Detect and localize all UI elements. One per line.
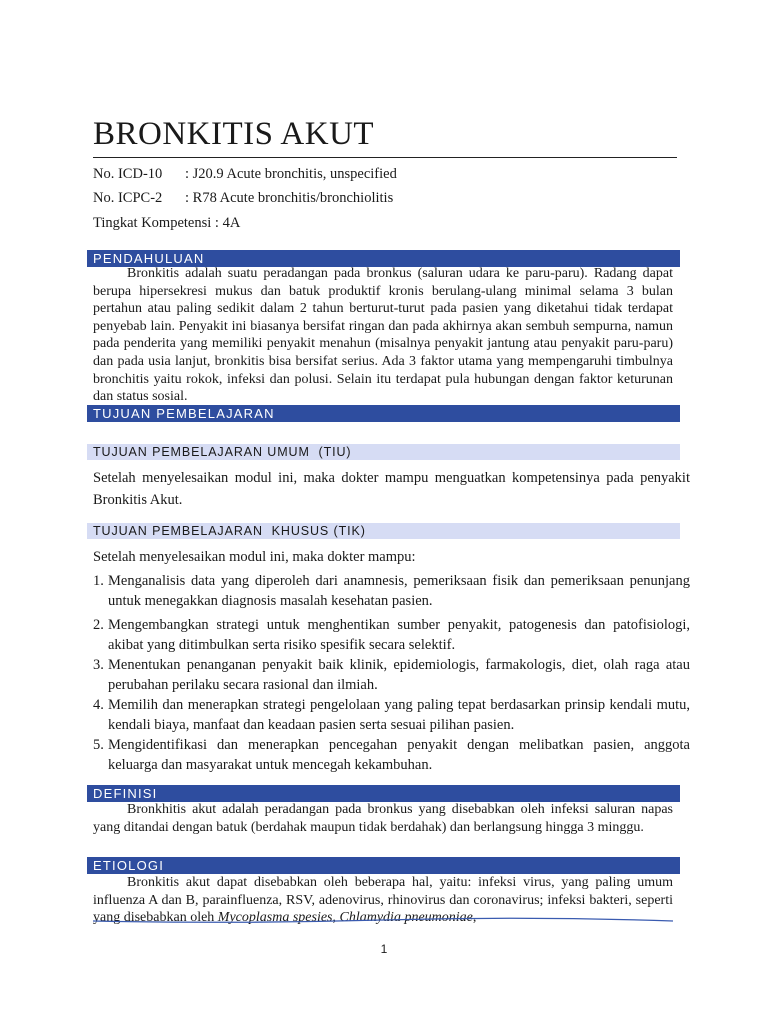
- tiu-paragraph: Setelah menyelesaikan modul ini, maka dokter mampu menguatkan kompetensinya pada penyakit Bronkitis Akut.: [93, 470, 690, 508]
- meta-icd10-key: No. ICD-10: [93, 166, 163, 182]
- meta-icpc2-key: No. ICPC-2: [93, 190, 163, 206]
- tik-list: [93, 571, 690, 775]
- list-item-number: 5.: [93, 737, 104, 753]
- list-item-text: Menganalisis data yang diperoleh dari anamnesis, pemeriksaan fisik dan pemeriksaan penunjang untuk menegakkan diagnosis masalah kesehatan pasien.: [108, 573, 690, 609]
- section-heading-tujuan: TUJUAN PEMBELAJARAN: [87, 405, 680, 422]
- section-heading-etiologi: ETIOLOGI: [87, 857, 680, 874]
- meta-kompetensi: Tingkat Kompetensi : 4A: [93, 215, 241, 231]
- etiologi-text-lead: Bronkitis akut dapat disebabkan oleh beberapa hal, yaitu: infeksi virus, yang paling umum influenza A dan B, parainfluenza, RSV, adenovirus, rhinovirus dan coronavirus; infeksi bakteri, seperti yang disebabkan oleh: [93, 875, 673, 926]
- tik-intro: Setelah menyelesaikan modul ini, maka dokter mampu:: [93, 549, 416, 565]
- subheading-tiu: TUJUAN PEMBELAJARAN UMUM (TIU): [87, 444, 680, 460]
- list-item-text: Menentukan penanganan penyakit baik klinik, epidemiologis, farmakologis, diet, olah raga atau perubahan perilaku secara rasional dan ilmiah.: [108, 657, 690, 693]
- etiologi-separator: ,: [332, 910, 340, 926]
- meta-icd10: [93, 165, 397, 183]
- organism-mycoplasma: Mycoplasma spesies: [217, 910, 333, 926]
- list-item: [93, 695, 690, 735]
- list-item: [93, 615, 690, 655]
- tik-items: [93, 571, 690, 775]
- pendahuluan-paragraph: Bronkitis adalah suatu peradangan pada bronkus (saluran udara ke paru-paru). Radang dapat berupa hipersekresi mukus dan batuk produktif kronis berulang-ulang minimal selama 3 bulan pertahun atau paling sedikit dalam 2 tahun berturut-turut pada pasien yang diketahui tidak terdapat penyebab lain. Penyakit ini biasanya bersifat ringan dan pada akhirnya akan sembuh sempurna, namun pada penderita yang memiliki penyakit menahun (misalnya penyakit jantung atau penyakit paru-paru) dan pada usia lanjut, bronkitis bisa bersifat serius. Ada 3 faktor utama yang mempengaruhi timbulnya bronchitis yaitu rokok, infeksi dan polusi. Selain itu terdapat pula hubungan dengan faktor keturunan dan status sosial.: [93, 266, 673, 405]
- organism-chlamydia: Chlamydia pneumoniae: [339, 910, 473, 926]
- list-item-number: 1.: [93, 573, 104, 589]
- subheading-tik: TUJUAN PEMBELAJARAN KHUSUS (TIK): [87, 523, 680, 539]
- definisi-paragraph: Bronkhitis akut adalah peradangan pada bronkus yang disebabkan oleh infeksi saluran napas yang ditandai dengan batuk (berdahak maupun tidak berdahak) dan berlangsung hingga 3 minggu.: [93, 802, 673, 835]
- list-item: [93, 655, 690, 695]
- list-item-text: Memilih dan menerapkan strategi pengelolaan yang paling tepat berdasarkan prinsip kendali mutu, kendali biaya, manfaat dan keadaan pasien serta sesuai pilihan pasien.: [108, 697, 690, 733]
- title-underline: [93, 157, 677, 158]
- list-item-text: Mengidentifikasi dan menerapkan pencegahan penyakit dengan melibatkan pasien, anggota keluarga dan masyarakat untuk mencegah kekambuhan.: [108, 737, 690, 773]
- etiologi-text-tail: ,: [472, 910, 477, 926]
- page-number: 1: [380, 942, 388, 956]
- meta-icpc2: [93, 189, 393, 207]
- meta-icpc2-value: : R78 Acute bronchitis/bronchiolitis: [185, 190, 394, 206]
- section-heading-pendahuluan: PENDAHULUAN: [87, 250, 680, 267]
- list-item-number: 3.: [93, 657, 104, 673]
- document-title: BRONKITIS AKUT: [93, 116, 375, 152]
- meta-icd10-value: : J20.9 Acute bronchitis, unspecified: [185, 166, 397, 182]
- list-item: [93, 735, 690, 775]
- list-item: [93, 571, 690, 611]
- spellcheck-underline: [93, 917, 673, 925]
- list-item-number: 4.: [93, 697, 104, 713]
- list-item-number: 2.: [93, 617, 104, 633]
- list-item-text: Mengembangkan strategi untuk menghentikan sumber penyakit, patogenesis dan patofisiologi, akibat yang ditimbulkan serta risiko spesifik secara selektif.: [108, 617, 690, 653]
- section-heading-definisi: DEFINISI: [87, 785, 680, 802]
